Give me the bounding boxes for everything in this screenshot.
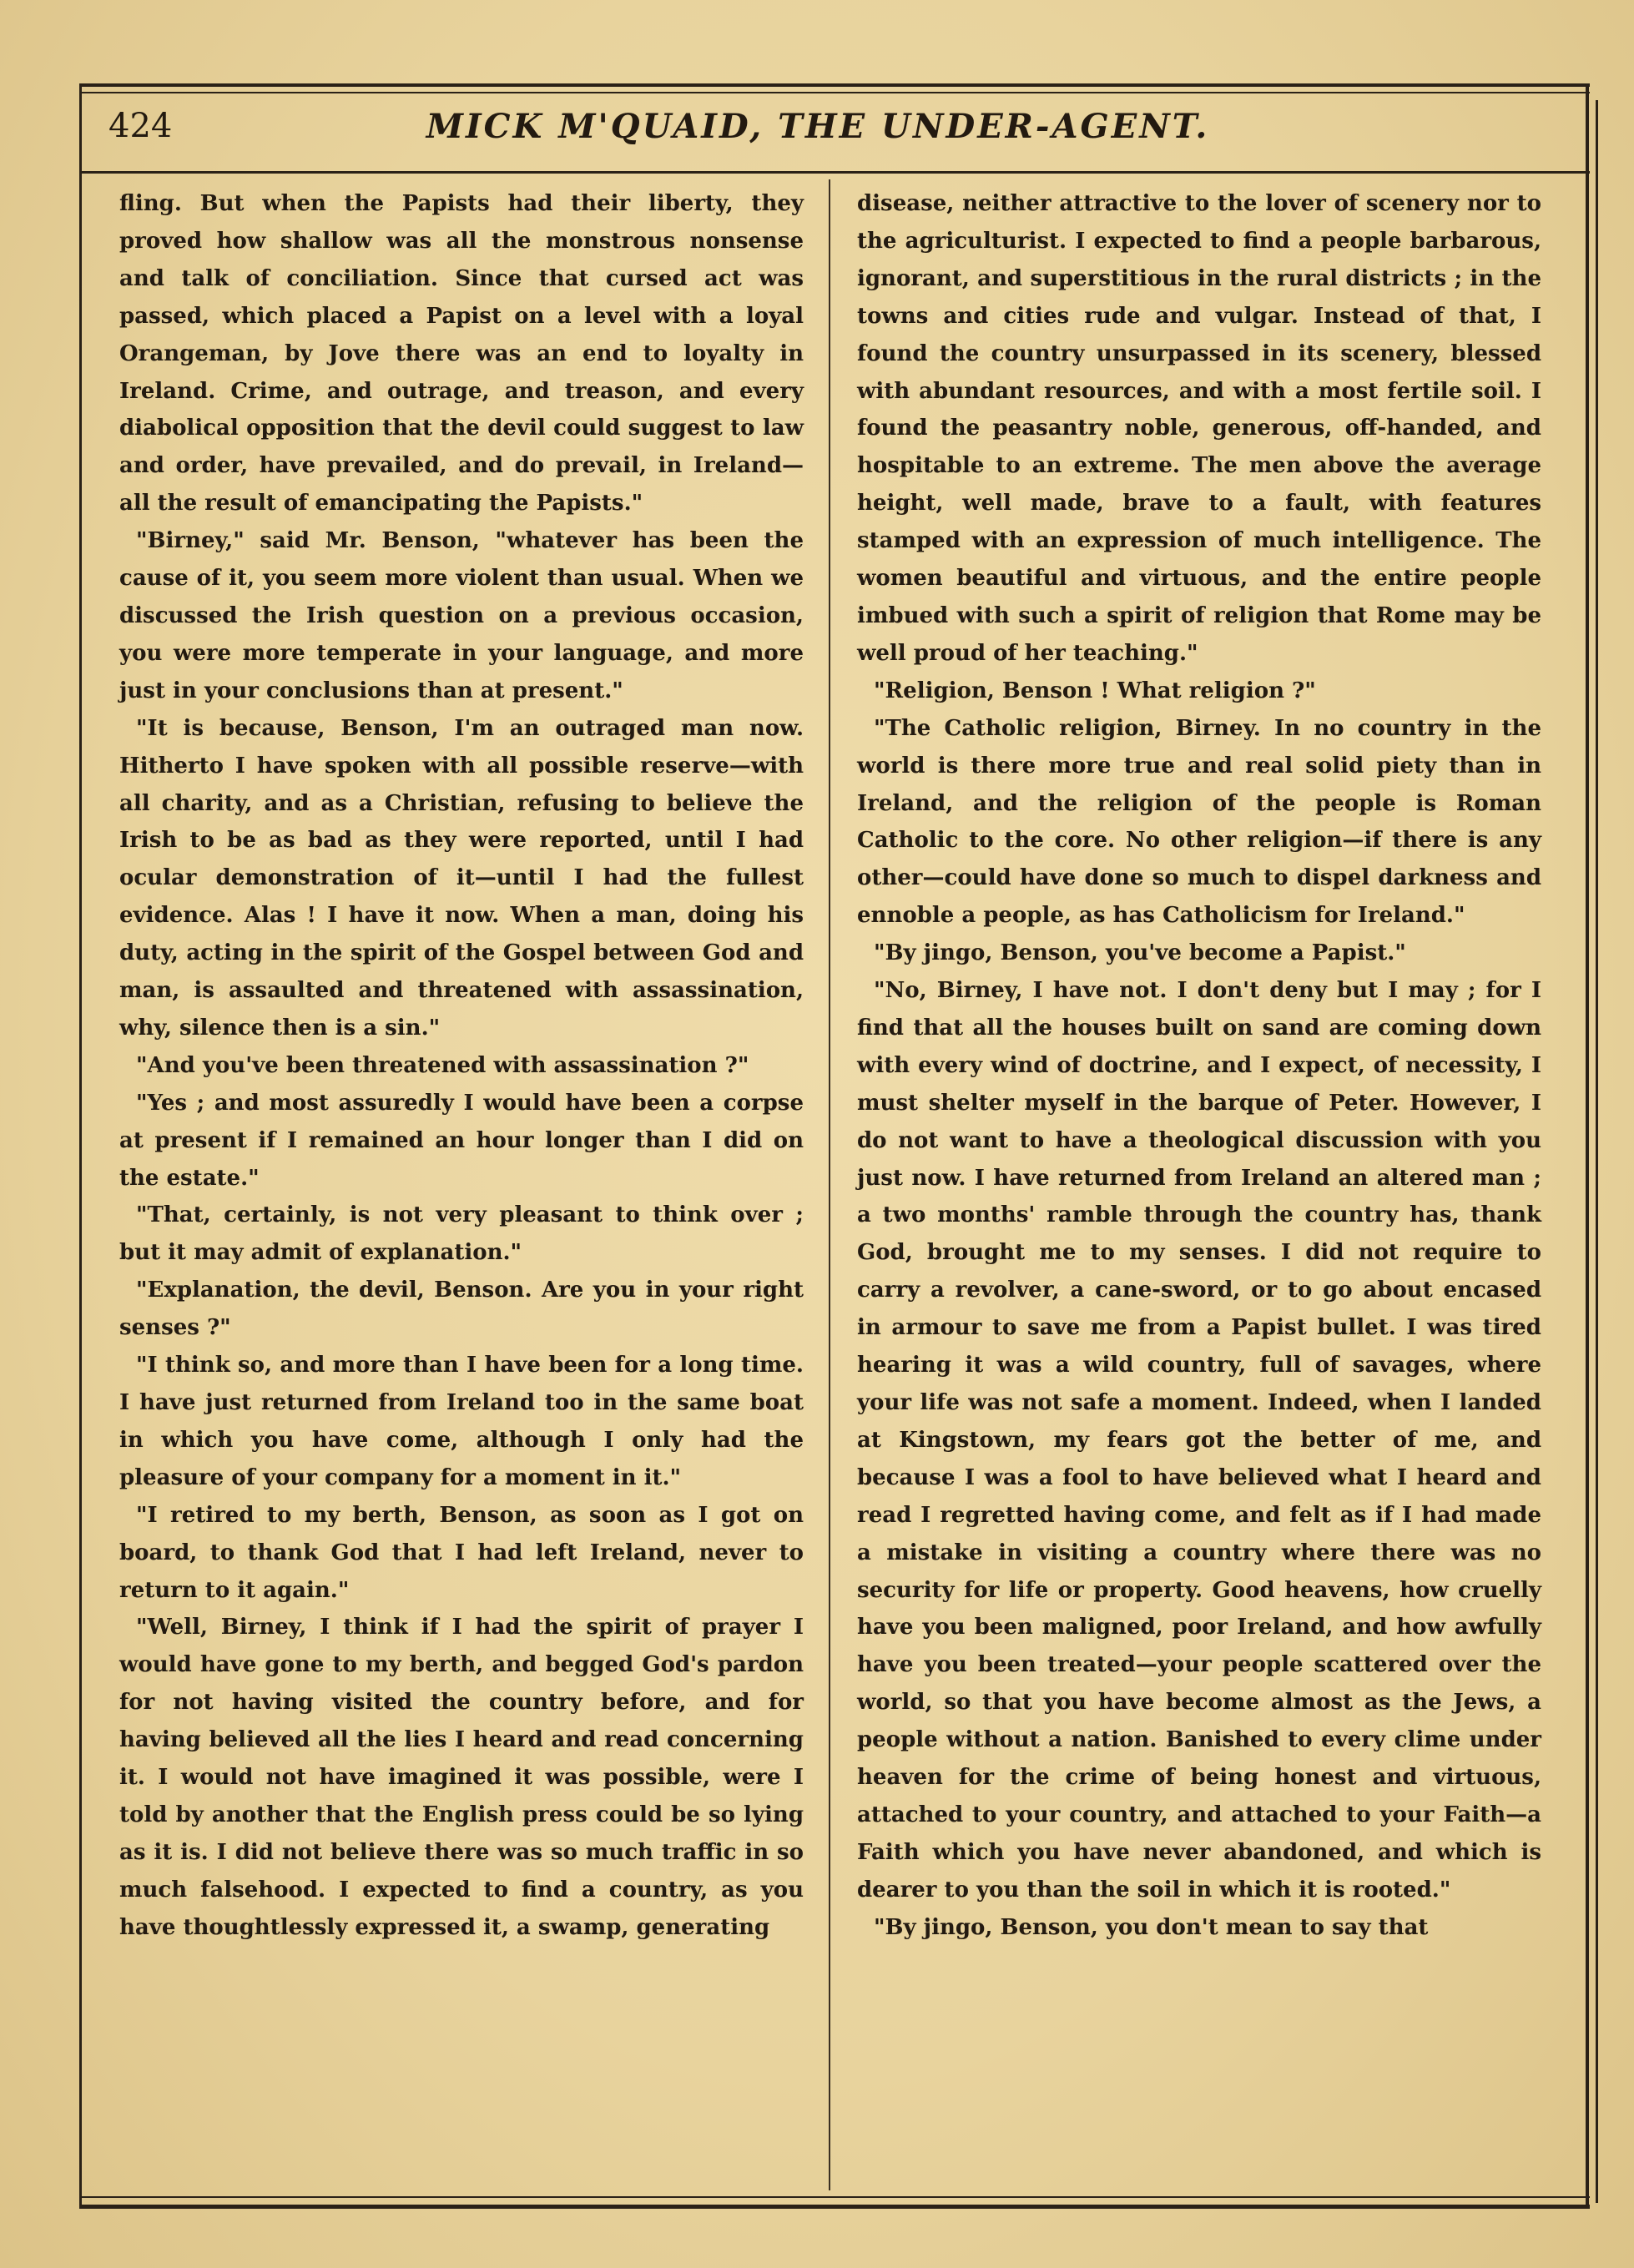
right-column: [857, 185, 1541, 1947]
paragraph: "Religion, Benson ! What religion ?": [874, 678, 1316, 703]
paragraph: "Well, Birney, I think if I had the spirit of prayer I would have gone to my berth, and begged God's pardon for not having visited the country before, and for having believed all the lies I heard and read concerning it. I would not have imagined it was possible, were I told by another that the English press could be so lying as it is. I did not believe there was so much traffic in so much falsehood. I expected to find a country, as you have thoughtlessly expressed it, a swamp, generating: [119, 1615, 804, 1940]
paragraph: "Birney," said Mr. Benson, "whatever has been the cause of it, you seem more violent than usual. When we discussed the Irish question on a previous occasion, you were more temperate in your language, and more just in your conclusions than at present.": [119, 528, 804, 703]
paragraph: "The Catholic religion, Birney. In no country in the world is there more true and real solid piety than in Ireland, and the religion of the people is Roman Catholic to the core. No other religion—if there is any other—could have done so much to dispel darkness and ennoble a people, as has Catholicism for Ireland.": [857, 715, 1541, 929]
left-column: [119, 185, 804, 1947]
running-title: MICK M'QUAID, THE UNDER-AGENT.: [426, 107, 1210, 146]
right-border-rule: [1586, 83, 1589, 2209]
paragraph: "And you've been threatened with assassination ?": [136, 1052, 749, 1078]
paragraph: "I think so, and more than I have been for a long time. I have just returned from Ireland too in the same boat in which you have come, although I only had the pleasure of your company for a moment in it.": [119, 1353, 804, 1490]
paragraph: fling. But when the Papists had their liberty, they proved how shallow was all the monstrous nonsense and talk of conciliation. Since that cursed act was passed, which placed a Papist on a level with a loyal Orangeman, by Jove there was an end to loyalty in Ireland. Crime, and outrage, and treason, and every diabolical opposition that the devil could suggest to law and order, have prevailed, and do prevail, in Ireland—all the result of emancipating the Papists.": [119, 191, 804, 517]
paragraph: "It is because, Benson, I'm an outraged man now. Hitherto I have spoken with all possible reserve—with all charity, and as a Christian, refusing to believe the Irish to be as bad as they were reported, until I had ocular demonstration of it—until I had the fullest evidence. Alas ! I have it now. When a man, doing his duty, acting in the spirit of the Gospel between God and man, is assaulted and threatened with assassination, why, silence then is a sin.": [119, 715, 804, 1041]
paragraph: "By jingo, Benson, you don't mean to say that: [874, 1914, 1429, 1940]
top-border-rule-thin: [79, 92, 1590, 93]
paragraph: disease, neither attractive to the lover of scenery nor to the agriculturist. I expected to find a people barbarous, ignorant, and superstitious in the rural districts ; in the towns and cities rude and vulgar. Instead of that, I found the country unsurpassed in its scenery, blessed with abundant resources, and with a most fertile soil. I found the peasantry noble, generous, off-handed, and hospitable to an extreme. The men above the average height, well made, brave to a fault, with features stamped with an expression of much intelligence. The women beautiful and virtuous, and the entire people imbued with such a spirit of religion that Rome may be well proud of her teaching.": [857, 191, 1541, 666]
paragraph: "Yes ; and most assuredly I would have been a corpse at present if I remained an hour longer than I did on the estate.": [119, 1090, 804, 1191]
right-border-rule-outer: [1596, 100, 1598, 2203]
paragraph: "By jingo, Benson, you've become a Papist.": [874, 940, 1406, 966]
bottom-border-rule: [79, 2205, 1590, 2209]
paragraph: "That, certainly, is not very pleasant to think over ; but it may admit of explanation.": [119, 1202, 804, 1266]
paragraph: "I retired to my berth, Benson, as soon as I got on board, to thank God that I had left Ireland, never to return to it again.": [119, 1502, 804, 1603]
left-border-rule: [79, 83, 82, 2209]
column-divider: [829, 179, 830, 2190]
paragraph: "No, Birney, I have not. I don't deny but I may ; for I find that all the houses built on sand are coming down with every wind of doctrine, and I expect, of necessity, I must shelter myself in the barque of Peter. However, I do not want to have a theological discussion with you just now. I have returned from Ireland an altered man ; a two months' ramble through the country has, thank God, brought me to my senses. I did not require to carry a revolver, a cane-sword, or to go about encased in armour to save me from a Papist bullet. I was tired hearing it was a wild country, full of savages, where your life was not safe a moment. Indeed, when I landed at Kingstown, my fears got the better of me, and because I was a fool to have believed what I heard and read I regretted having come, and felt as if I had made a mistake in visiting a country where there was no security for life or property. Good heavens, how cruelly have you been maligned, poor Ireland, and how awfully have you been treated—your people scattered over the world, so that you have become almost as the Jews, a people without a nation. Banished to every clime under heaven for the crime of being honest and virtuous, attached to your country, and attached to your Faith—a Faith which you have never abandoned, and which is dearer to you than the soil in which it is rooted.": [857, 978, 1541, 1903]
bottom-border-rule-thin: [79, 2196, 1590, 2198]
page-number: 424: [108, 107, 173, 145]
top-border-rule: [79, 83, 1590, 87]
paragraph: "Explanation, the devil, Benson. Are you in your right senses ?": [119, 1278, 804, 1341]
header-rule: [79, 171, 1590, 174]
